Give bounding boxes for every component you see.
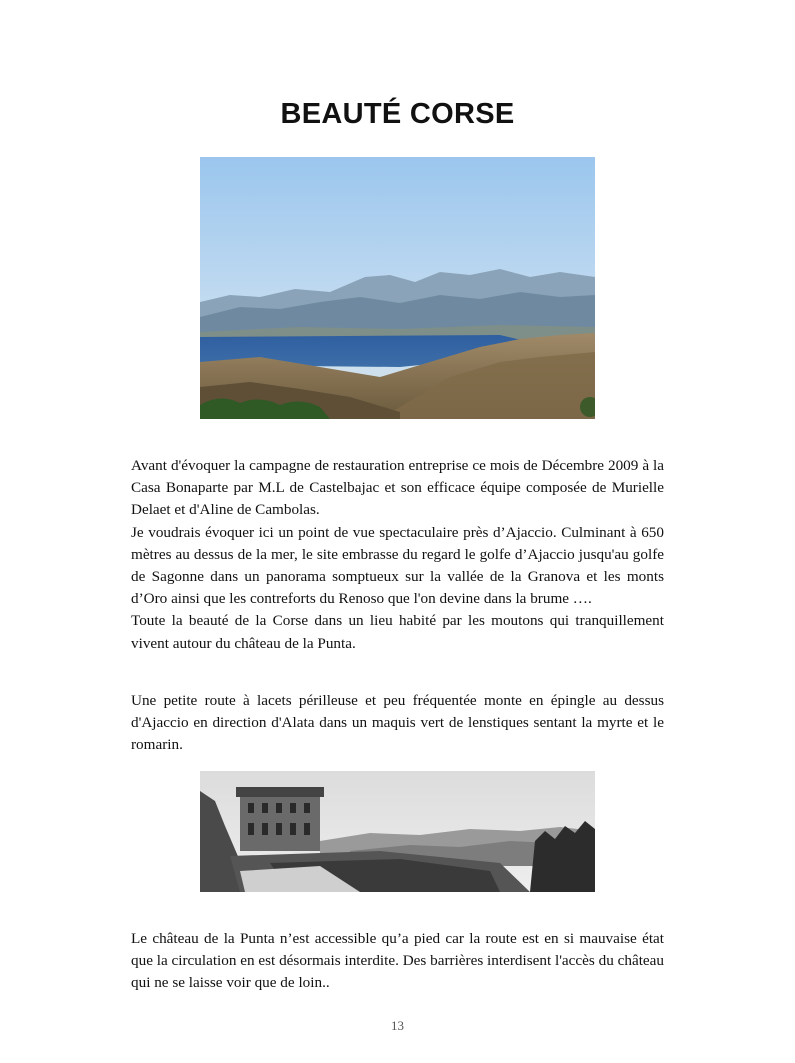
paragraph: Toute la beauté de la Corse dans un lieu habité par les moutons qui tranquillement vivent autour du château de la Punta.: [131, 612, 664, 652]
page-number: 13: [391, 1018, 404, 1033]
paragraph: Avant d'évoquer la campagne de restauration entreprise ce mois de Décembre 2009 à la Casa Bonaparte par M.L de Castelbajac et son efficace équipe composée de Murielle Delaet et d'Aline de Cambolas.: [131, 457, 664, 519]
text-block-access: [131, 928, 664, 995]
bay-panorama-photo: [200, 157, 595, 419]
paragraph: Une petite route à lacets périlleuse et peu fréquentée monte en épingle au dessus d'Ajaccio en direction d'Alata dans un maquis vert de lenstiques sentant la myrte et le romarin.: [131, 692, 664, 754]
text-block-intro: [131, 455, 664, 655]
page-title: BEAUTÉ CORSE: [280, 98, 515, 130]
paragraph: Je voudrais évoquer ici un point de vue spectaculaire près d’Ajaccio. Culminant à 650 mètres au dessus de la mer, le site embrasse du regard le golfe d’Ajaccio jusqu'au golfe de Sagonne dans un panorama somptueux sur la vallée de la Granova et les monts d’Oro ainsi que les contreforts du Renoso que l'on devine dans la brume ….: [131, 523, 664, 608]
paragraph: Le château de la Punta n’est accessible qu’a pied car la route est en si mauvaise état que la circulation en est désormais interdite. Des barrières interdisent l'accès du château qui ne se laisse voir que de loin..: [131, 930, 664, 992]
chateau-punta-photo: [200, 771, 595, 892]
text-block-route: [131, 690, 664, 757]
